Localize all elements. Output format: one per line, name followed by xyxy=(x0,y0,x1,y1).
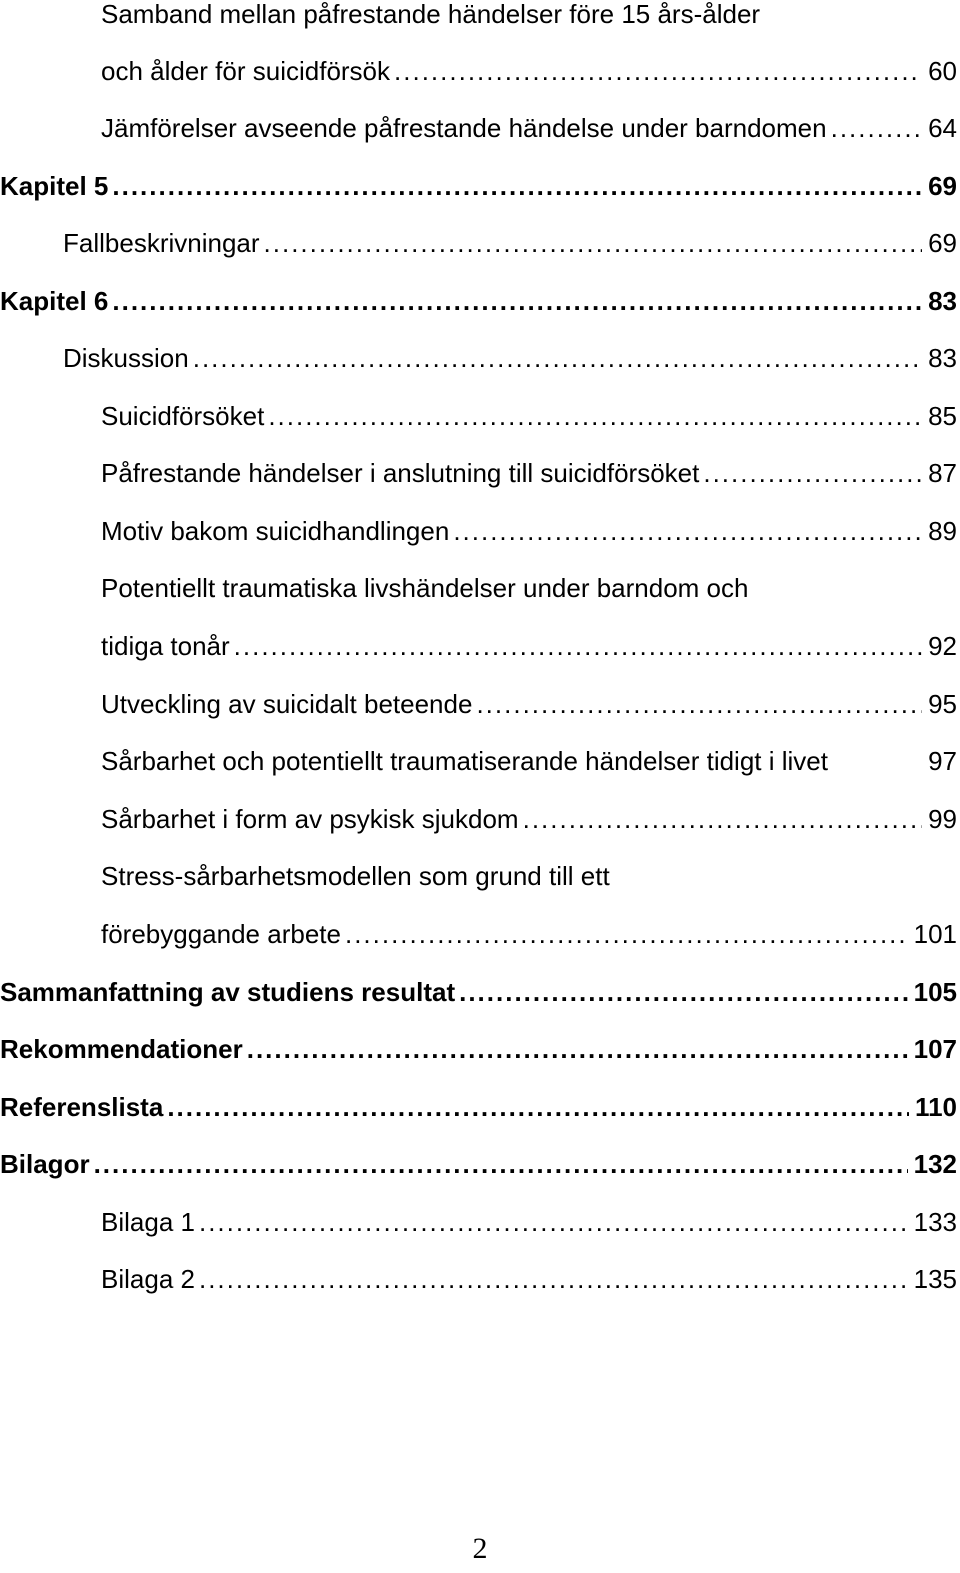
toc-entry-title: och ålder för suicidförsök xyxy=(101,56,391,86)
toc-leader xyxy=(247,1021,908,1078)
toc-entry-title: Suicidförsöket xyxy=(101,401,265,431)
toc-entry-title: Bilaga 2 xyxy=(101,1264,195,1294)
toc-entry-title: Samband mellan påfrestande händelser före 15 års-ålder xyxy=(101,0,761,29)
toc-entry[interactable] xyxy=(0,1079,957,1136)
toc-leader xyxy=(199,1194,908,1251)
toc-entry-title: Referenslista xyxy=(0,1092,164,1122)
toc-entry[interactable] xyxy=(101,503,957,560)
toc-entry[interactable] xyxy=(101,618,957,675)
toc-entry-title: Kapitel 6 xyxy=(0,286,109,316)
toc-leader xyxy=(112,273,922,330)
toc-entry-page: 64 xyxy=(928,113,957,143)
toc-entry-page: 85 xyxy=(928,401,957,431)
toc-entry-page: 101 xyxy=(913,919,957,949)
toc-entry[interactable] xyxy=(101,1251,957,1308)
toc-entry-page: 89 xyxy=(928,516,957,546)
toc-entry[interactable] xyxy=(101,560,957,617)
toc-entry[interactable] xyxy=(63,215,957,272)
toc-entry-page: 132 xyxy=(913,1149,957,1179)
toc-entry-page: 60 xyxy=(928,56,957,86)
toc-leader xyxy=(264,215,923,272)
toc-entry-title: Stress-sårbarhetsmodellen som grund till ett xyxy=(101,861,610,891)
toc-entry-title: Utveckling av suicidalt beteende xyxy=(101,689,473,719)
toc-entry[interactable] xyxy=(101,388,957,445)
toc-leader xyxy=(199,1251,908,1308)
toc-entry-page: 92 xyxy=(928,631,957,661)
toc-leader xyxy=(167,1079,909,1136)
toc-entry-title: Kapitel 5 xyxy=(0,171,109,201)
toc-entry-page: 135 xyxy=(913,1264,957,1294)
toc-entry[interactable] xyxy=(101,0,957,43)
toc-leader xyxy=(453,503,922,560)
toc-entry-page: 105 xyxy=(913,977,957,1007)
toc-entry-page: 69 xyxy=(928,171,957,201)
toc-entry-title: Potentiellt traumatiska livshändelser under barndom och xyxy=(101,573,749,603)
toc-leader xyxy=(345,906,908,963)
toc-leader xyxy=(703,445,922,502)
toc-entry-title: Påfrestande händelser i anslutning till suicidförsöket xyxy=(101,458,700,488)
toc-entry[interactable] xyxy=(0,273,957,330)
toc-leader xyxy=(94,1136,908,1193)
toc-entry[interactable] xyxy=(0,158,957,215)
toc-entry-title: Diskussion xyxy=(63,343,189,373)
toc-entry-title: Sammanfattning av studiens resultat xyxy=(0,977,456,1007)
toc-entry[interactable] xyxy=(101,100,957,157)
toc-leader xyxy=(459,964,908,1021)
toc-entry-page: 87 xyxy=(928,458,957,488)
toc-entry[interactable] xyxy=(101,791,957,848)
toc-entry[interactable] xyxy=(101,676,957,733)
toc-leader xyxy=(394,43,922,100)
toc-leader xyxy=(476,676,922,733)
toc-entry-title: Bilagor xyxy=(0,1149,90,1179)
toc-entry-page: 83 xyxy=(928,343,957,373)
toc-entry-title: Sårbarhet och potentiellt traumatiserande händelser tidigt i livet xyxy=(101,746,828,776)
toc-entry-title: Fallbeskrivningar xyxy=(63,228,260,258)
toc-entry-page: 83 xyxy=(928,286,957,316)
toc-entry[interactable] xyxy=(101,43,957,100)
toc-entry[interactable] xyxy=(0,964,957,1021)
toc-entry-page: 133 xyxy=(913,1207,957,1237)
toc-entry[interactable] xyxy=(101,906,957,963)
toc-entry[interactable] xyxy=(101,733,957,790)
toc-leader xyxy=(112,158,922,215)
toc-entry-page: 69 xyxy=(928,228,957,258)
toc-entry[interactable] xyxy=(0,1021,957,1078)
toc-entry-title: Sårbarhet i form av psykisk sjukdom xyxy=(101,804,519,834)
toc-entry[interactable] xyxy=(63,330,957,387)
toc-entry[interactable] xyxy=(0,1136,957,1193)
toc-entry-page: 95 xyxy=(928,689,957,719)
toc-leader xyxy=(831,100,922,157)
toc-leader xyxy=(193,330,922,387)
toc-leader xyxy=(523,791,922,848)
toc-leader xyxy=(268,388,922,445)
page-number: 2 xyxy=(472,1532,488,1565)
toc-entry-title: Jämförelser avseende påfrestande händelse under barndomen xyxy=(101,113,827,143)
toc-entry[interactable] xyxy=(101,1194,957,1251)
toc-entry-title: Bilaga 1 xyxy=(101,1207,195,1237)
toc-entry-title: Rekommendationer xyxy=(0,1034,243,1064)
toc-entry[interactable] xyxy=(101,848,957,905)
toc-entry-title: Motiv bakom suicidhandlingen xyxy=(101,516,450,546)
toc-entry-title: tidiga tonår xyxy=(101,631,230,661)
toc-entry-page: 97 xyxy=(928,746,957,776)
toc-entry-page: 99 xyxy=(928,804,957,834)
toc-entry-page: 110 xyxy=(915,1092,957,1122)
toc-entry-page: 107 xyxy=(913,1034,957,1064)
toc-entry[interactable] xyxy=(101,445,957,502)
toc-entry-title: förebyggande arbete xyxy=(101,919,341,949)
toc-leader xyxy=(234,618,922,675)
